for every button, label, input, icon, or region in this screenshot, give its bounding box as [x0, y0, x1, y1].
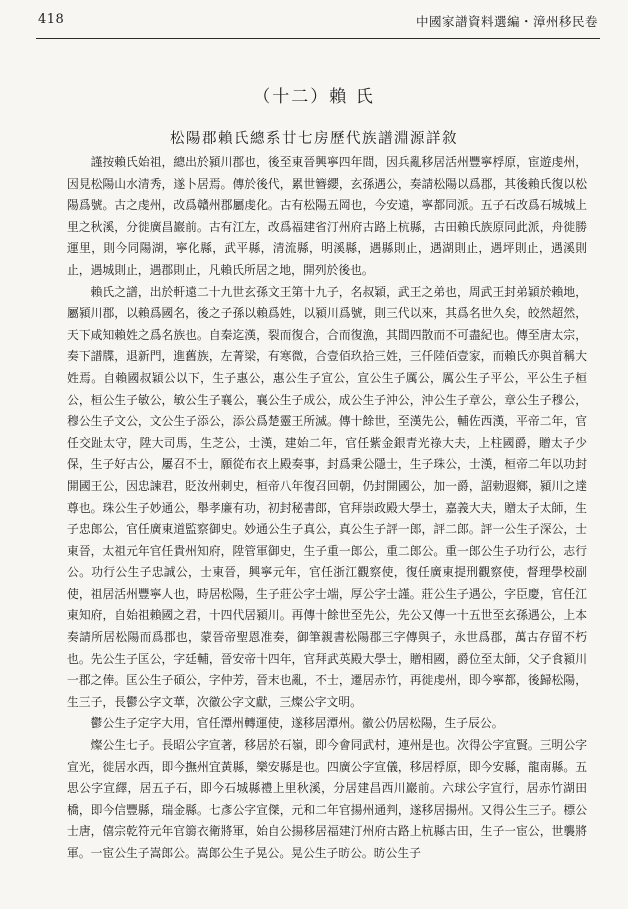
section-title: （十二）賴 氏 [253, 87, 375, 107]
header-rule [36, 38, 600, 39]
paragraph: 賴氏之譜，出於軒遠二十九世玄孫文王第十九子，名叔穎，武王之弟也，周武王封弟穎於賴地，屬潁川郡，以賴爲國名，後之子孫以賴爲姓，以潁川爲號，則三代以來，其爲名世久矣，皎然超然，天下咸知賴姓之爲名族也。自秦迄漢，裂而復合，合而復漁，其間四散而不可盡紀也。傳至唐太宗，奏下譜牒，退新門，進舊族，左菁梁，有寒微，合壹佰玖拾三姓，三仟陸佰壹家，而賴氏亦與首稱大姓焉。自賴國叔穎公以下，生子惠公，惠公生子宣公，宣公生子厲公，厲公生子平公，平公生子桓公，桓公生子敏公，敏公生子襄公，襄公生子成公，成公生子沖公，沖公生子章公，章公生子穆公，穆公生子文公，文公生子添公，添公爲楚靈王所滅。傳十餘世，至漢先公，輔佐西漢，平帝二年，官任交趾太守，陞大司馬，生芝公，士漢，建始二年，官任紫金銀青光祿大夫，上柱國爵，贈太子少保，生子好古公，屢召不士，願從布衣上殿奏事，封爲秉公隱士，生子珠公，士漢，桓帝二年以功封開國王公，因忠諫君，貶汝州刺史，桓帝八年復召回朝，仍封開國公，加一爵，詔勅遐鄉，潁川之達尊也。珠公生子妙通公，舉孝廉有功，初封秘書郎，官拜崇政殿大學士，嘉義大夫，贈太子太師，生子忠郎公，官任廣東道監察御史。妙通公生子真公，真公生子評一郎，評二郎。評一公生子深公，士東晉，太祖元年官任貴州知府，陞管軍御史，生子重一郎公，重二郎公。重一郎公生子功行公，志行公。功行公生子忠誠公，士東晉，興寧元年，官任浙江觀察使，復任廣東提刑觀察使，督理學校副使，祖居活州豐寧人也，時居松陽，生子莊公字士端，厚公字士謹。莊公生子遇公，字臣慶，官任江東知府，自始祖賴國之君，十四代居潁川。再傳十餘世至先公，先公又傳一十五世至玄孫遇公，上本奏請所居松陽而爲郡也，蒙晉帝聖恩准奏，御筆親書松陽郡三字傳與子，永世爲郡，萬古存留不朽也。先公生子匡公，字廷輔，晉安帝十四年，官拜武英殿大學士，贈相國，爵位至太師，父子食潁川一郡之俸。匡公生子碩公，字仲芳，晉末也亂，不士，遷居赤竹，再徙虔州，即今寧都，後歸松陽，生三子，長鬱公字文華，次徽公字文獻，三燦公字文明。 [67, 284, 587, 709]
paragraph: 謹按賴氏始祖，總出於潁川郡也，後至東晉興寧四年間，因兵亂移居活州豐寧桴原，宦遊虔州，因見松陽山水清秀，遂卜居焉。傳於後代，累世簪纓，玄孫遇公，奏請松陽以爲郡，其後賴氏復以松陽爲號。古之虔州，改爲贛州郡屬虔化。古有松陽五岡也，今安遠，寧都同派。五子石改爲石城城上里之秋溪，分徙廣昌巖前。古有江左，改爲福建省汀州府古路上杭縣，古田賴氏族原同此派，舟徙勝運里，則今同陽湖，寧化縣，武平縣，清流縣，明溪縣，遇縣則止，遇湖則止，遇坪則止，遇溪則止，遇城則止，遇郡則止，凡賴氏所居之地，開列於後也。 [67, 155, 587, 277]
page-number: 418 [38, 12, 65, 27]
paragraph: 燦公生七子。長昭公字宣著，移居於石嶺，即今會同武村，連州是也。次得公字宣賢。三明公字宣光，徙居水西，即今撫州宜黃縣，樂安縣是也。四廣公字宣儀，移居桴原，即今安縣，龍南縣。五思公字宣繹，居五子石，即今石城縣禮上里秋溪，分居建昌西川巖前。六球公字宣行，居赤竹湖田橋，即今信豐縣，瑞金縣。七彥公字宣傑，元和二年官揚州通判，遂移居揚州。又得公生三子。標公士唐，僖宗乾符元年官篛衣衛將軍，始自公揚移居福建汀州府古路上杭縣古田，生子一宦公，世襲將軍。一宦公生子嵩郎公。嵩郎公生子晃公。晃公生子昉公。昉公生子 [67, 738, 587, 860]
document-title: 松陽郡賴氏總系廿七房歷代族譜淵源詳敘 [170, 131, 458, 147]
paragraph: 鬱公生子定字大用，官任潭州轉運使，遂移居潭州。徽公仍居松陽，生子辰公。 [90, 716, 504, 731]
body-text [67, 152, 587, 865]
running-header: 中國家譜資料選編・漳州移民卷 [415, 14, 598, 29]
